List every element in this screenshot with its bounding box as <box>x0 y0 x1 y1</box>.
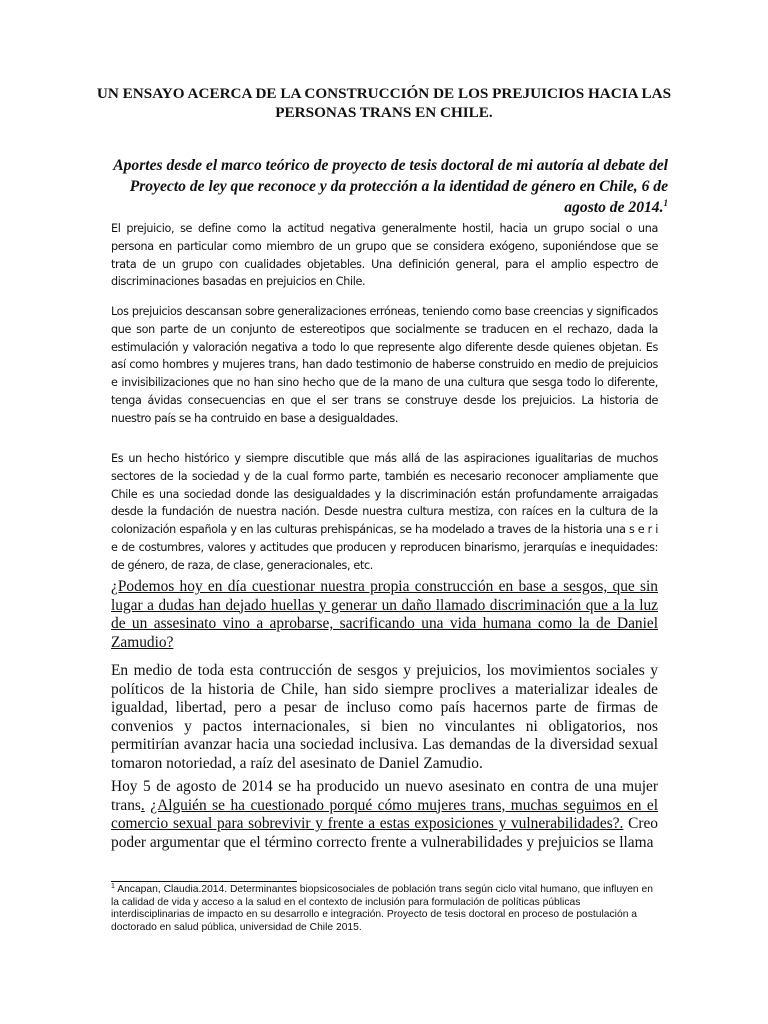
document-subtitle <box>108 155 668 218</box>
footnote-text: Ancapan, Claudia.2014. Determinantes biopsicosociales de población trans según ciclo vital humano, que influyen en la calidad de vida y acceso a la salud en el contexto de inclusión para formulación de políticas públicas interdisciplinarias de impacto en su desarrollo e integración. Proyecto de tesis doctoral en proceso de postulación a doctorado en salud pública, universidad de Chile 2015. <box>111 884 653 933</box>
footnote <box>111 884 660 934</box>
paragraph-prejuicio-definition: El prejuicio, se define como la actitud negativa generalmente hostil, hacia un grupo social o una persona en particular como miembro de un grupo que se considera exógeno, suponiéndose que se trata de un grupo con cualidades objetables. Una definición general, para el amplio espectro de discriminaciones basadas en prejuicios en Chile. <box>111 222 658 289</box>
subtitle-text: Aportes desde el marco teórico de proyecto de tesis doctoral de mi autoría al debate del Proyecto de ley que reconoce y da protección a la identidad de género en Chile, 6 de agosto de 2014. <box>113 157 668 216</box>
underlined-question: ¿Podemos hoy en día cuestionar nuestra propia construcción en base a sesgos, que sin lugar a dudas han dejado huellas y generar un daño llamado discriminación que a la luz de un assesinato vino a aprobarse, sacrificando una vida humana como la de Daniel Zamudio? <box>111 578 658 651</box>
paragraph-6-tail: Creo poder argumentar que el término correcto frente a vulnerabilidades y prejuicios se llama <box>111 815 659 851</box>
footnote-separator <box>111 881 297 882</box>
footnote-mark: 1 <box>111 883 115 890</box>
document-title: UN ENSAYO ACERCA DE LA CONSTRUCCIÓN DE LOS PREJUICIOS HACIA LAS PERSONAS TRANS EN CHILE. <box>96 85 672 121</box>
paragraph-prejuicios-generalizaciones: Los prejuicios descansan sobre generalizaciones erróneas, teniendo como base creencias y significados que son parte de un conjunto de estereotipos que socialmente se traducen en el rechazo, dada la estimulación y valoración negativa a todo lo que represente algo diferente desde quienes objetan. Es así como hombres y mujeres trans, han dado testimonio de haberse construido en medio de prejuicios e invisibilizaciones que no han sino hecho que de la mano de una cultura que sesga todo lo diferente, tenga ávidas consecuencias en que el ser trans se construye desde los prejuicios. La historia de nuestro país se ha contruido en base a desigualdades. <box>111 305 658 425</box>
paragraph-nuevo-asesinato <box>111 778 658 852</box>
paragraph-6-question: ¿Alguién se ha cuestionado porqué cómo mujeres trans, muchas seguimos en el comercio sexual para sobrevivir y frente a estas exposiciones y vulnerabilidades?. <box>111 796 658 833</box>
paragraph-6-lead-period: . <box>140 796 145 814</box>
paragraph-6-lead: Hoy 5 de agosto de 2014 se ha producido un nuevo asesinato en contra de una mujer trans <box>111 778 658 814</box>
paragraph-movimientos-sociales: En medio de toda esta contrucción de sesgos y prejuicios, los movimientos sociales y políticos de la historia de Chile, han sido siempre proclives a materializar ideales de igualdad, libertad, pero a pesar de incluso como país hacernos parte de firmas de convenios y pactos internacionales, si bien no vinculantes ni obligatorios, nos permitirían avanzar hacia una sociedad inclusiva. Las demandas de la diversidad sexual tomaron notoriedad, a raíz del asesinato de Daniel Zamudio. <box>111 662 658 772</box>
subtitle-footnote-mark: 1 <box>663 198 668 208</box>
paragraph-hecho-historico: Es un hecho histórico y siempre discutible que más allá de las aspiraciones igualitarias de muchos sectores de la sociedad y de la cual formo parte, también es necesario reconocer ampliamente que Chile es una sociedad donde las desigualdades y la discriminación están profundamente arraigadas desde la fundación de nuestra nación. Desde nuestra cultura mestiza, con raíces en la cultura de la colonización española y en las culturas prehispánicas, se ha modelado a traves de la historia una s e r i e de costumbres, valores y actitudes que producen y reproducen binarismo, jerarquías e inequidades: de género, de raza, de clase, generacionales, etc. <box>111 452 658 572</box>
